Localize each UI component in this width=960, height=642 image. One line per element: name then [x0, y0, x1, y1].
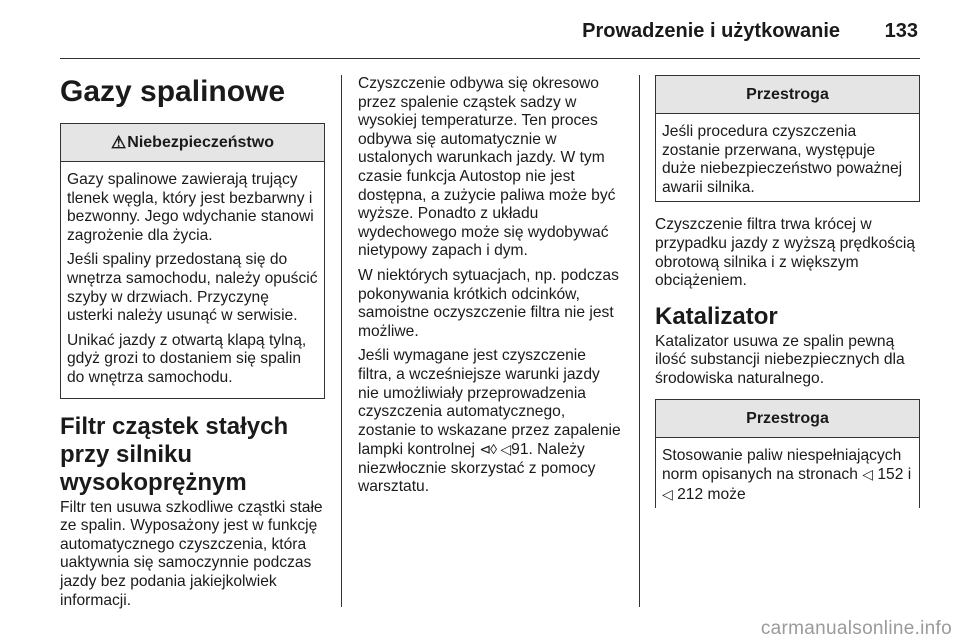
page-header — [60, 0, 920, 60]
column-divider — [639, 75, 640, 607]
danger-box-body — [61, 162, 324, 398]
page-reference: 91 — [511, 441, 529, 459]
body-text: i — [907, 466, 912, 484]
watermark: carmanualsonline.info — [760, 618, 952, 639]
caution-box-header: Przestroga — [656, 400, 919, 438]
section-heading: Katalizator — [655, 302, 778, 330]
body-paragraph: Katalizator usuwa ze spalin pewną ilość substancji niebezpiecznych dla środowiska naturalnego. — [655, 332, 905, 387]
danger-box-title: Niebezpieczeństwo — [127, 134, 274, 151]
section-heading: Gazy spalinowe — [60, 75, 286, 108]
filter-warning-lamp-icon: ⊲◊ — [479, 441, 497, 458]
column-1 — [60, 75, 325, 616]
page-reference: 212 — [677, 485, 704, 503]
column-2 — [358, 75, 624, 503]
page-reference: 152 — [877, 466, 904, 484]
body-text: Należy niezwłocznie skorzystać z pomocy warsztatu. — [358, 441, 596, 496]
caution-box-body — [656, 438, 919, 509]
subsection-heading: Filtr cząstek stałych przy silniku wysokoprężnym — [60, 412, 289, 496]
body-text: Stosowanie paliw niespełniających norm opisanych na stronach — [662, 446, 902, 484]
caution-box — [655, 75, 920, 202]
danger-paragraph: Gazy spalinowe zawierają trujący tlenek węgla, który jest bezbarwny i bezwonny. Jego wdychanie stanowi zagrożenie dla życia. — [67, 171, 314, 244]
page-reference-arrow-icon: ◁ — [662, 485, 673, 502]
header-title: Prowadzenie i użytkowanie — [582, 20, 840, 42]
body-paragraph: Czyszczenie odbywa się okresowo przez spalenie cząstek sadzy w wysokiej temperaturze. Ten proces odbywa się automatycznie w ustalonych warunkach jazdy. W tym czasie funkcja Autostop nie jest dostępna, a zużycie paliwa może być wyższe. Ponadto z układu wydechowego może się wydobywać nietypowy zapach i dym. — [358, 75, 616, 260]
body-text: Jeśli wymagane jest czyszczenie filtra, a wcześniejsze warunki jazdy nie umożliwiały przeprowadzenia czyszczenia automatycznego, zostanie to wskazane przez zapalenie lampki kontrolnej — [358, 347, 621, 459]
body-paragraph: Czyszczenie filtra trwa krócej w przypadku jazdy z wyższą prędkością obrotową silnika i z większym obciążeniem. — [655, 216, 916, 290]
page-reference-arrow-icon: ◁ — [500, 441, 512, 458]
caution-box — [655, 399, 920, 509]
column-3 — [655, 75, 920, 508]
body-paragraph: Jeśli wymagane jest czyszczenie filtra, a wcześniejsze warunki jazdy nie umożliwiały przeprowadzenia czyszczenia automatycznego, zostanie to wskazane przez zapalenie lampki kontrolnej ⊲◊ ◁91. Należy niezwłocznie skorzystać z pomocy warsztatu. — [358, 347, 621, 496]
danger-paragraph: Jeśli spaliny przedostaną się do wnętrza samochodu, należy opuścić szyby w drzwiach. Przyczynę usterki należy usunąć w serwisie. — [67, 251, 318, 325]
danger-box — [60, 123, 325, 399]
body-text: może — [707, 485, 746, 503]
caution-box-body: Jeśli procedura czyszczenia zostanie przerwana, występuje duże niebezpieczeństwo poważnej awarii silnika. — [662, 123, 903, 196]
column-divider — [341, 75, 342, 607]
header-divider — [60, 58, 920, 59]
danger-paragraph: Unikać jazdy z otwartą klapą tylną, gdyż grozi to dostaniem się spalin do wnętrza samochodu. — [67, 331, 307, 386]
page-reference-arrow-icon: ◁ — [862, 466, 874, 483]
danger-box-header — [61, 124, 324, 162]
body-paragraph: W niektórych sytuacjach, np. podczas pokonywania krótkich odcinków, samoistne oczyszczenie filtra nie jest możliwe. — [358, 266, 619, 340]
body-paragraph: Filtr ten usuwa szkodliwe cząstki stałe ze spalin. Wyposażony jest w funkcję automatycznego czyszczenia, która uaktywnia się samoczynnie podczas jazdy bez podania jakiejkolwiek informacji. — [60, 498, 323, 609]
caution-box-header: Przestroga — [656, 76, 919, 114]
page-number: 133 — [884, 20, 918, 42]
warning-triangle-icon: ⚠ — [111, 133, 127, 152]
